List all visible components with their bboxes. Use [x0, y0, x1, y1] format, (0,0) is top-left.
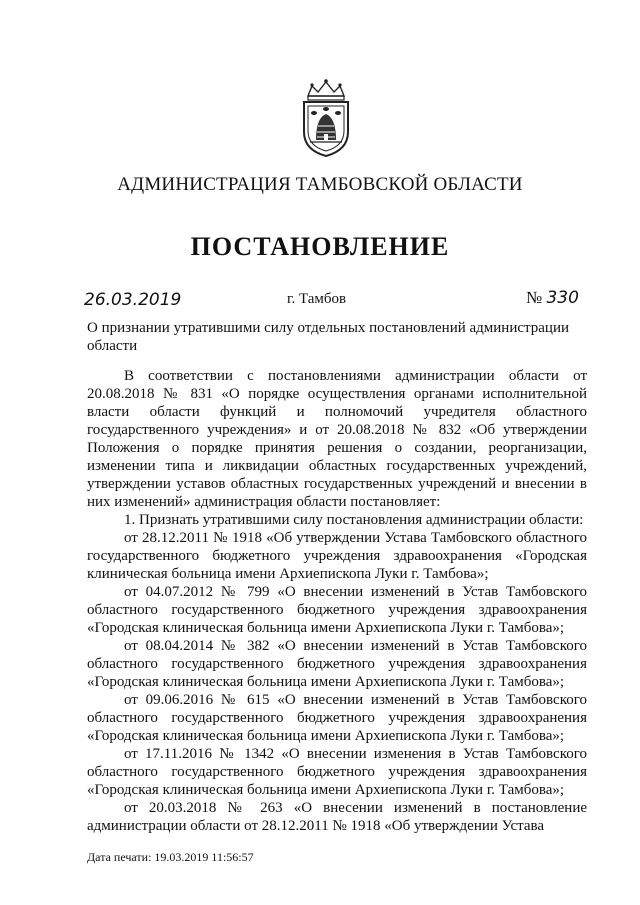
- list-item: от 20.03.2018 № 263 «О внесении изменений в постановление администрации области от 28.12.2011 № 1918 «Об утверждении Устава: [87, 800, 587, 834]
- list-item: от 08.04.2014 № 382 «О внесении изменений в Устав Тамбовского областного государственного бюджетного учреждения здравоохранения «Городская клиническая больница имени Архиепископа Луки г. Тамбова»;: [87, 638, 587, 690]
- coat-of-arms-emblem: [296, 78, 356, 158]
- number-value: 330: [546, 288, 579, 308]
- number-sign: №: [526, 288, 543, 307]
- document-type-title: ПОСТАНОВЛЕНИЕ: [190, 232, 450, 261]
- preamble-paragraph: В соответствии с постановлениями администрации области от 20.08.2018 № 831 «О порядке осуществления органами исполнительной власти области функций и полномочий учредителя областного государственного учреждения» и от 20.08.2018 № 832 «Об утверждении Положения о порядке принятия решения о создании, реорганизации, изменении типа и ликвидации областных государственных учреждений, утверждении уставов областных государственных учреждений и внесении в них изменений» администрация области постановляет:: [87, 368, 587, 510]
- document-date: 26.03.2019: [84, 290, 182, 310]
- clause-1-paragraph: 1. Признать утратившими силу постановления администрации области:: [124, 512, 584, 528]
- document-subject: О признании утратившими силу отдельных постановлений администрации области: [87, 320, 569, 354]
- document-body: [87, 367, 587, 835]
- list-item: от 28.12.2011 № 1918 «Об утверждении Устава Тамбовского областного государственного бюджетного учреждения здравоохранения «Городская клиническая больница имени Архиепископа Луки г. Тамбова»;: [87, 530, 587, 582]
- organization-title: АДМИНИСТРАЦИЯ ТАМБОВСКОЙ ОБЛАСТИ: [117, 174, 523, 195]
- print-date-footer: Дата печати: 19.03.2019 11:56:57: [87, 850, 254, 864]
- list-item: от 04.07.2012 № 799 «О внесении изменений в Устав Тамбовского областного государственного бюджетного учреждения здравоохранения «Городская клиническая больница имени Архиепископа Луки г. Тамбова»;: [87, 584, 587, 636]
- list-item: от 09.06.2016 № 615 «О внесении изменений в Устав Тамбовского областного государственного бюджетного учреждения здравоохранения «Городская клиническая больница имени Архиепископа Луки г. Тамбова»;: [87, 692, 587, 744]
- document-city: г. Тамбов: [287, 291, 347, 307]
- list-item: от 17.11.2016 № 1342 «О внесении изменения в Устав Тамбовского областного государственного бюджетного учреждения здравоохранения «Городская клиническая больница имени Архиепископа Луки г. Тамбова»;: [87, 746, 587, 798]
- document-number: [526, 288, 579, 308]
